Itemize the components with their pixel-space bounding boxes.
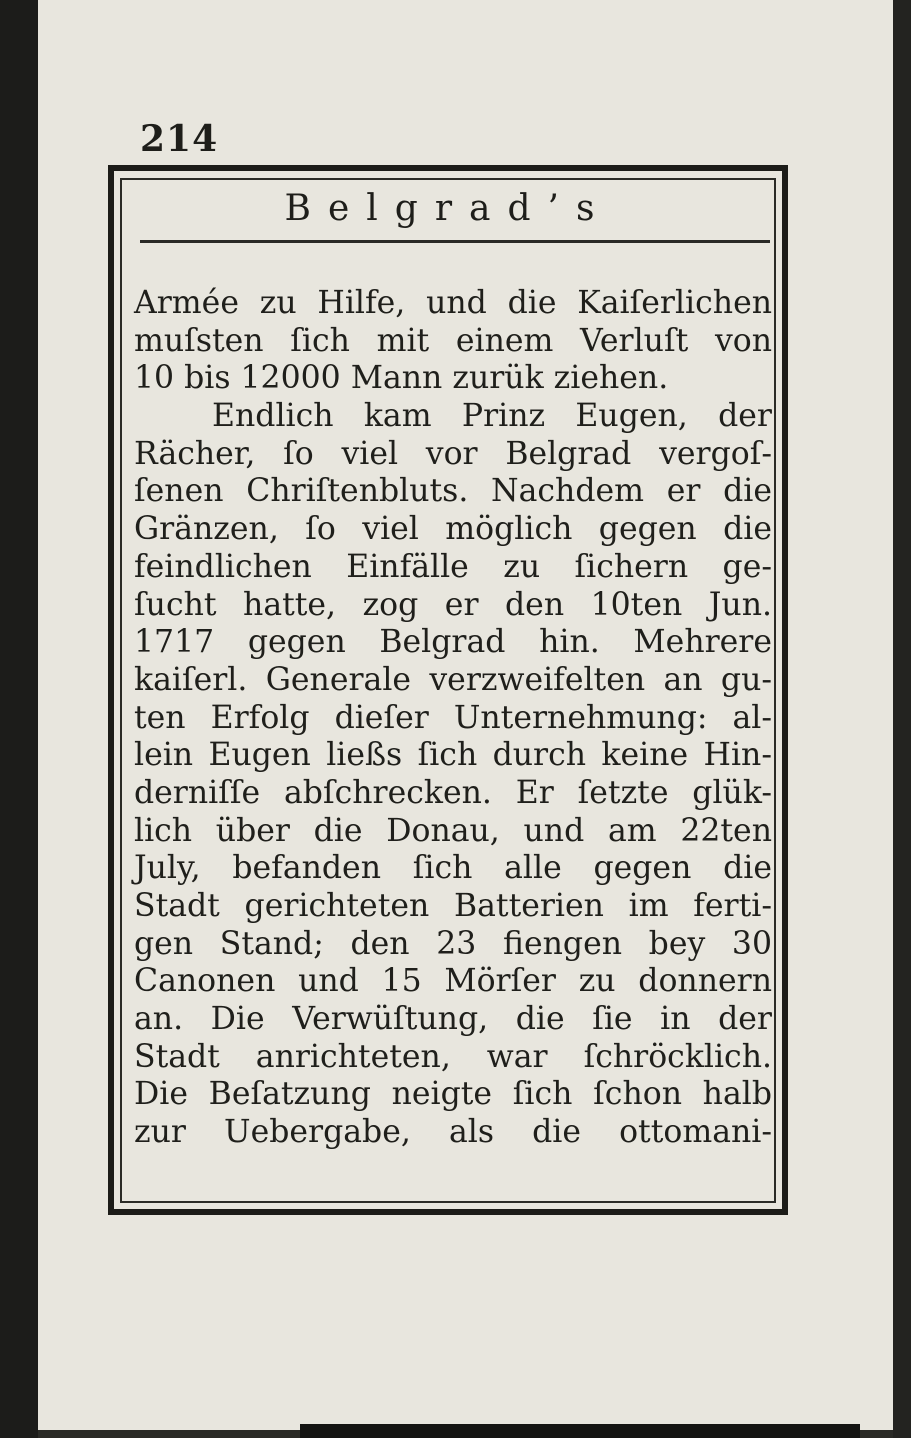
text-line: Die Beſatzung neigte ſich ſchon halb — [134, 1076, 772, 1113]
text-line: 1717 gegen Belgrad hin. Mehrere — [134, 624, 772, 661]
text-line: ſucht hatte, zog er den 10ten Jun. — [134, 586, 772, 623]
text-line: gen Stand; den 23 fiengen bey 30 — [134, 925, 772, 962]
text-line: July, befanden ſich alle gegen die — [134, 850, 772, 887]
text-line: feindlichen Einfälle zu ſichern ge- — [134, 548, 772, 585]
text-line: Armée zu Hilfe, und die Kaiſerlichen — [134, 285, 772, 321]
text-line: kaiſerl. Generale verzweifelten an gu- — [134, 661, 772, 698]
text-line: Stadt gerichteten Batterien im ferti- — [134, 888, 772, 924]
text-line: derniſſe abſchrecken. Er ſetzte glük- — [134, 774, 772, 811]
book-gutter-shadow — [0, 0, 38, 1438]
text-line: Canonen und 15 Mörſer zu donnern — [134, 963, 772, 1000]
body-text — [134, 285, 772, 1152]
text-line: an. Die Verwüſtung, die ſie in der — [134, 1001, 772, 1038]
text-line: Rächer, ſo viel vor Belgrad vergoſ- — [134, 435, 772, 472]
text-line: Stadt anrichteten, war ſchröcklich. — [134, 1038, 772, 1075]
running-head-rule — [140, 240, 770, 243]
text-line: zur Uebergabe, als die ottomani- — [134, 1114, 772, 1151]
text-line: Endlich kam Prinz Eugen, der — [212, 398, 772, 435]
text-line: Gränzen, ſo viel möglich gegen die — [134, 511, 772, 548]
text-line: ten Erfolg dieſer Unternehmung: al- — [134, 699, 772, 736]
text-line: lein Eugen ließs ſich durch keine Hin- — [134, 737, 772, 774]
page-bottom-shadow — [300, 1424, 860, 1438]
text-line: lich über die Donau, und am 22ten — [134, 812, 772, 849]
text-line: 10 bis 12000 Mann zurük ziehen. — [134, 360, 669, 397]
page-number: 214 — [140, 118, 219, 160]
text-line: ſenen Chriſtenbluts. Nachdem er die — [134, 473, 772, 510]
running-head: Belgrad’s — [284, 188, 612, 229]
book-edge-shadow — [893, 0, 911, 1438]
text-line: muſsten ſich mit einem Verluſt von — [134, 322, 772, 359]
